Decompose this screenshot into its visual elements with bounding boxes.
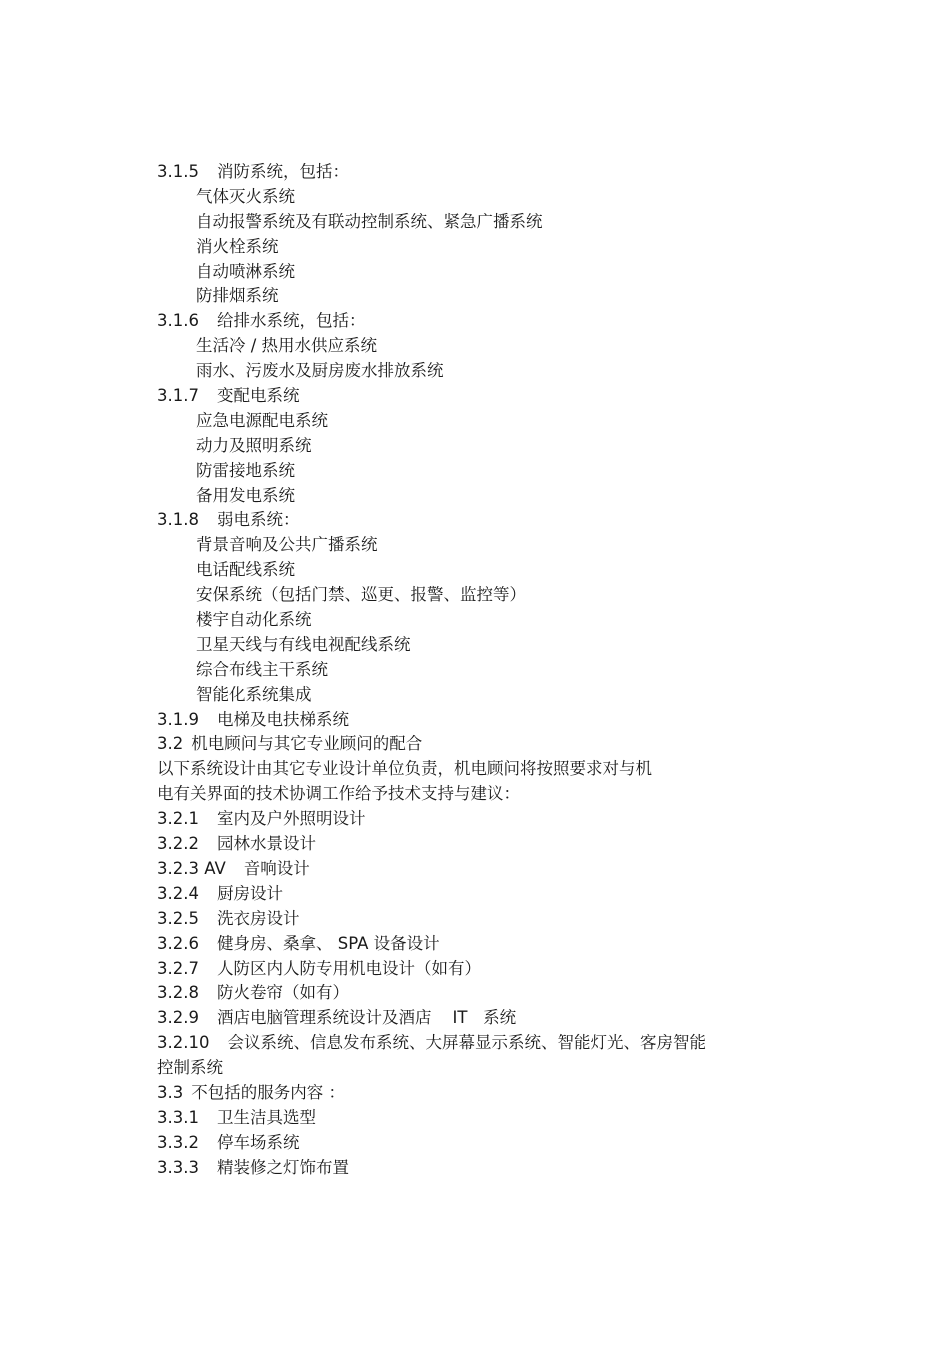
section-number: 3.1.7 bbox=[157, 386, 199, 406]
paragraph-line: 以下系统设计由其它专业设计单位负责，机电顾问将按照要求对与机 bbox=[157, 759, 652, 779]
section-3-2-6 bbox=[157, 932, 797, 957]
section-title: 室内及户外照明设计 bbox=[216, 809, 366, 829]
section-3-3-2 bbox=[157, 1131, 797, 1156]
section-3-1-8-heading bbox=[157, 508, 797, 533]
list-item: 生活冷 / 热用水供应系统 bbox=[196, 336, 378, 356]
section-3-2-7 bbox=[157, 957, 797, 982]
section-title: 音响设计 bbox=[243, 858, 310, 878]
section-3-2-4 bbox=[157, 882, 797, 907]
section-number: 3.3.3 bbox=[157, 1157, 199, 1177]
section-3-2-3 bbox=[157, 857, 797, 882]
list-item: 综合布线主干系统 bbox=[196, 659, 328, 679]
list-item: 动力及照明系统 bbox=[196, 435, 312, 455]
section-number: 3.3.1 bbox=[157, 1107, 199, 1127]
section-title: 电梯及电扶梯系统 bbox=[216, 709, 349, 729]
section-number: 3.3 bbox=[157, 1082, 184, 1102]
section-number: 3.2.6 bbox=[157, 933, 199, 953]
list-item: 气体灭火系统 bbox=[196, 186, 295, 206]
section-title: 变配电系统 bbox=[216, 386, 300, 406]
section-title: 弱电系统： bbox=[216, 510, 300, 530]
section-title: 消防系统，包括： bbox=[216, 162, 349, 181]
section-number: 3.1.6 bbox=[157, 311, 199, 331]
list-item: 备用发电系统 bbox=[196, 485, 295, 505]
section-3-2-8 bbox=[157, 981, 797, 1006]
section-title: 防火卷帘（如有） bbox=[216, 983, 349, 1003]
section-title: 洗衣房设计 bbox=[216, 908, 300, 928]
section-title: 机电顾问与其它专业顾问的配合 bbox=[191, 734, 423, 754]
section-3-3-1 bbox=[157, 1106, 797, 1131]
list-item: 消火栓系统 bbox=[196, 236, 279, 256]
list-item: 防排烟系统 bbox=[196, 286, 279, 306]
section-3-2-9 bbox=[157, 1006, 797, 1031]
section-3-2-heading bbox=[157, 732, 797, 757]
section-number: 3.2 bbox=[157, 734, 184, 754]
section-title: 停车场系统 bbox=[216, 1132, 300, 1152]
section-title: 会议系统、信息发布系统、大屏幕显示系统、智能灯光、客房智能 bbox=[227, 1033, 706, 1053]
list-item: 防雷接地系统 bbox=[196, 460, 295, 480]
list-item: 应急电源配电系统 bbox=[196, 410, 328, 430]
section-number: 3.1.5 bbox=[157, 162, 199, 181]
document-body bbox=[157, 160, 797, 1181]
section-3-1-5-heading bbox=[157, 160, 797, 185]
section-number: 3.2.10 bbox=[157, 1033, 210, 1053]
section-title: 健身房、桑拿、 SPA 设备设计 bbox=[216, 933, 440, 953]
list-item: 电话配线系统 bbox=[196, 560, 295, 580]
section-number: 3.2.3 AV bbox=[157, 858, 226, 878]
section-3-2-2 bbox=[157, 832, 797, 857]
section-3-1-7-heading bbox=[157, 384, 797, 409]
list-item: 自动报警系统及有联动控制系统、紧急广播系统 bbox=[196, 211, 543, 231]
section-number: 3.2.5 bbox=[157, 908, 199, 928]
section-3-3-heading bbox=[157, 1081, 797, 1106]
section-title: 卫生洁具选型 bbox=[216, 1107, 316, 1127]
section-number: 3.1.8 bbox=[157, 510, 199, 530]
section-title: 人防区内人防专用机电设计（如有） bbox=[216, 958, 481, 978]
list-item: 背景音响及公共广播系统 bbox=[196, 535, 378, 555]
section-3-1-9-heading bbox=[157, 708, 797, 733]
section-number: 3.2.4 bbox=[157, 883, 199, 903]
section-number: 3.2.8 bbox=[157, 983, 199, 1003]
section-3-3-3 bbox=[157, 1156, 797, 1181]
list-item: 安保系统（包括门禁、巡更、报警、监控等） bbox=[196, 585, 526, 605]
paragraph-line: 电有关界面的技术协调工作给予技术支持与建议： bbox=[157, 784, 520, 804]
section-number: 3.2.2 bbox=[157, 834, 199, 854]
section-3-2-1 bbox=[157, 807, 797, 832]
section-number: 3.2.7 bbox=[157, 958, 199, 978]
section-title: 精装修之灯饰布置 bbox=[216, 1157, 349, 1177]
section-title: 给排水系统，包括： bbox=[216, 311, 366, 331]
section-title: 不包括的服务内容 ： bbox=[191, 1082, 345, 1102]
section-3-1-6-heading bbox=[157, 309, 797, 334]
section-number: 3.2.9 bbox=[157, 1008, 199, 1028]
list-item: 自动喷淋系统 bbox=[196, 261, 295, 281]
list-item: 卫星天线与有线电视配线系统 bbox=[196, 634, 411, 654]
section-number: 3.1.9 bbox=[157, 709, 199, 729]
section-3-2-5 bbox=[157, 907, 797, 932]
list-item: 智能化系统集成 bbox=[196, 684, 312, 704]
list-item: 雨水、污废水及厨房废水排放系统 bbox=[196, 361, 444, 381]
paragraph-line: 控制系统 bbox=[157, 1058, 223, 1078]
section-3-2-10 bbox=[157, 1031, 797, 1056]
section-title: 酒店电脑管理系统设计及酒店 IT 系统 bbox=[216, 1008, 517, 1028]
section-title: 园林水景设计 bbox=[216, 834, 316, 854]
list-item: 楼宇自动化系统 bbox=[196, 610, 312, 630]
section-title: 厨房设计 bbox=[216, 883, 283, 903]
section-number: 3.2.1 bbox=[157, 809, 199, 829]
section-number: 3.3.2 bbox=[157, 1132, 199, 1152]
